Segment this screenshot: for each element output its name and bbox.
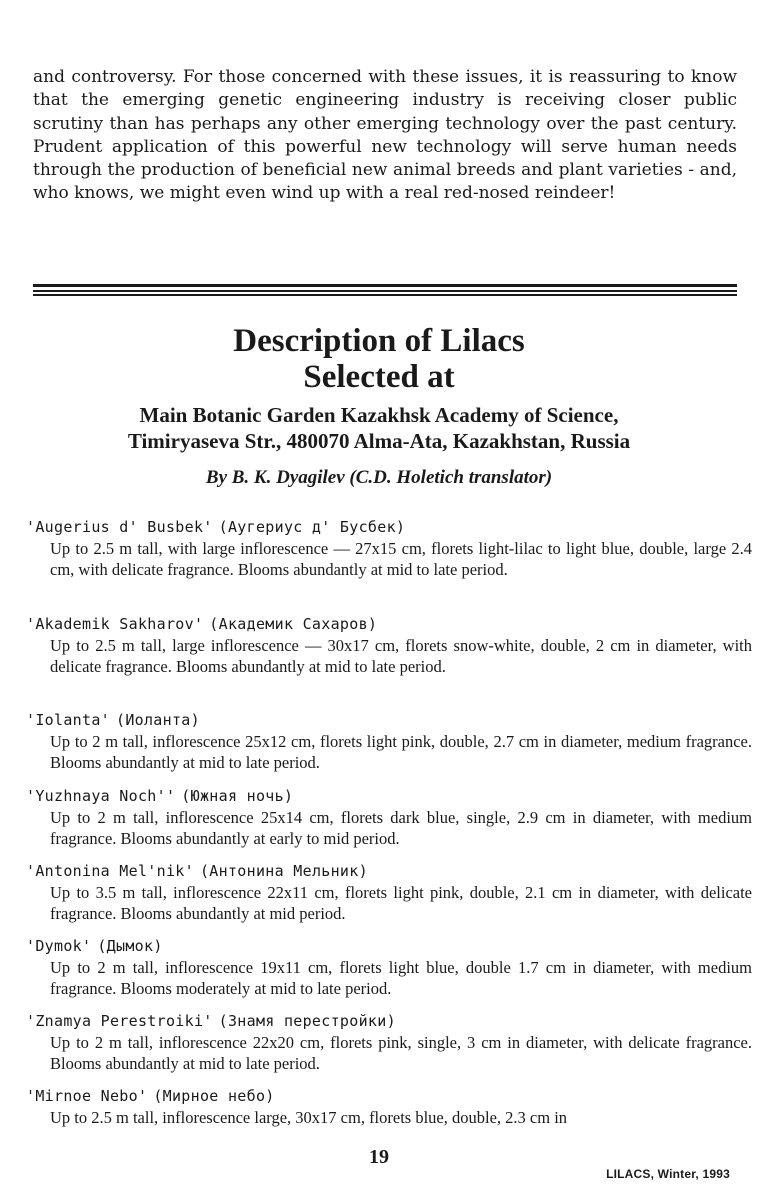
lilac-entry — [26, 1010, 752, 1074]
lilac-description: Up to 2.5 m tall, with large inflorescence — 27x15 cm, florets light-lilac to light blue, double, large 2.4 cm, with delicate fragrance. Blooms abundantly at mid to late period. — [50, 539, 752, 579]
lilac-name — [26, 860, 738, 882]
lilac-name — [26, 935, 738, 957]
article-title: Description of Lilacs — [233, 323, 525, 359]
lilac-name-russian: (Дымок) — [97, 937, 163, 955]
lilac-name-latin: 'Mirnoe Nebo' — [26, 1087, 148, 1105]
lilac-description: Up to 2.5 m tall, large inflorescence — 30x17 cm, florets snow-white, double, 2 cm in diameter, with delicate fragrance. Blooms abundantly at mid to late period. — [50, 636, 752, 676]
article-title-line2: Selected at — [303, 359, 455, 395]
section-divider — [33, 284, 737, 287]
lilac-name-russian: (Академик Сахаров) — [209, 615, 378, 633]
lilac-name-latin: 'Akademik Sakharov' — [26, 615, 204, 633]
lilac-name-russian: (Мирное небо) — [153, 1087, 275, 1105]
lilac-name-russian: (Антонина Мельник) — [199, 862, 368, 880]
section-divider — [33, 294, 737, 296]
lilac-description: Up to 2 m tall, inflorescence 25x14 cm, florets dark blue, single, 2.9 cm in diameter, with medium fragrance. Blooms abundantly at early to mid period. — [50, 808, 752, 848]
lilac-name — [26, 516, 738, 538]
lilac-name — [26, 709, 738, 731]
lilac-name-russian: (Знамя перестройки) — [218, 1012, 396, 1030]
lilac-entry — [26, 613, 752, 677]
lilac-name-russian: (Иоланта) — [115, 711, 200, 729]
article-subtitle-line2: Timiryaseva Str., 480070 Alma-Ata, Kazakhstan, Russia — [127, 429, 631, 453]
byline: By B. K. Dyagilev (C.D. Holetich translator) — [205, 467, 553, 488]
lilac-description: Up to 2 m tall, inflorescence 19x11 cm, florets light blue, double 1.7 cm in diameter, with medium fragrance. Blooms moderately at mid to late period. — [50, 958, 752, 998]
lilac-entry — [26, 860, 752, 924]
lilac-description: Up to 3.5 m tall, inflorescence 22x11 cm, florets light pink, double, 2.1 cm in diameter, with delicate fragrance. Blooms abundantly at mid period. — [50, 883, 752, 923]
lilac-entry — [26, 785, 752, 849]
lilac-description: Up to 2.5 m tall, inflorescence large, 30x17 cm, florets blue, double, 2.3 cm in — [50, 1108, 568, 1127]
lilac-name — [26, 1085, 738, 1107]
lilac-name-latin: 'Dymok' — [26, 937, 92, 955]
lilac-entry — [26, 516, 752, 580]
page-number: 19 — [369, 1146, 389, 1168]
lilac-name — [26, 785, 738, 807]
lilac-description: Up to 2 m tall, inflorescence 25x12 cm, florets light pink, double, 2.7 cm in diameter, medium fragrance. Blooms abundantly at mid to late period. — [50, 732, 752, 772]
lilac-name-russian: (Аугериус д' Бусбек) — [218, 518, 406, 536]
intro-paragraph: and controversy. For those concerned with these issues, it is reassuring to know that the emerging genetic engineering industry is receiving closer public scrutiny than has perhaps any other emerging technology over the past century. Prudent application of this powerful new technology will serve human needs through the production of beneficial new animal breeds and plant varieties - and, who knows, we might even wind up with a real red-nosed reindeer! — [33, 67, 737, 204]
lilac-name — [26, 613, 738, 635]
running-footer: LILACS, Winter, 1993 — [606, 1167, 730, 1181]
lilac-entry — [26, 1085, 738, 1128]
lilac-entry — [26, 709, 752, 773]
lilac-description: Up to 2 m tall, inflorescence 22x20 cm, florets pink, single, 3 cm in diameter, with delicate fragrance. Blooms abundantly at mid to late period. — [50, 1033, 752, 1073]
lilac-entry — [26, 935, 752, 999]
lilac-name-russian: (Южная ночь) — [181, 787, 294, 805]
lilac-name-latin: 'Antonina Mel'nik' — [26, 862, 194, 880]
section-divider — [33, 290, 737, 292]
lilac-name-latin: 'Znamya Perestroiki' — [26, 1012, 213, 1030]
lilac-name-latin: 'Yuzhnaya Noch'' — [26, 787, 176, 805]
article-subtitle: Main Botanic Garden Kazakhsk Academy of Science, — [139, 403, 619, 427]
lilac-name-latin: 'Augerius d' Busbek' — [26, 518, 213, 536]
lilac-name — [26, 1010, 738, 1032]
lilac-name-latin: 'Iolanta' — [26, 711, 110, 729]
